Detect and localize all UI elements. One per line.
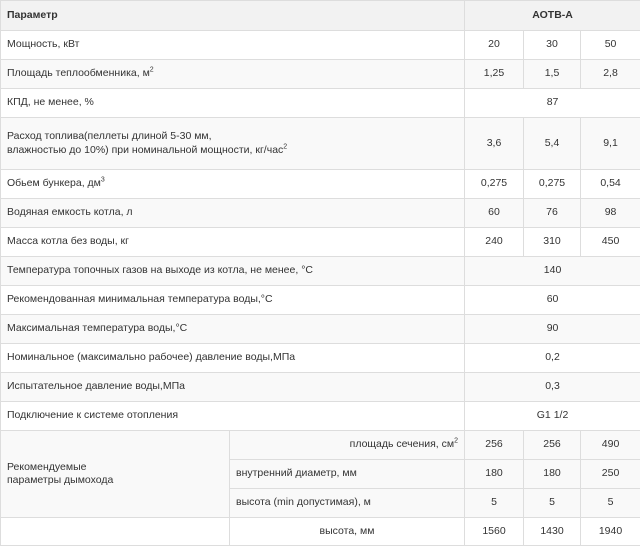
row-pressure — [1, 344, 640, 373]
chimney-height-empty — [1, 518, 230, 546]
chimney-diameter-value: 180 — [465, 460, 524, 489]
power-value: 50 — [581, 31, 640, 60]
chimney-height-min-value: 5 — [581, 489, 640, 518]
row-fuel — [1, 118, 640, 170]
row-connection — [1, 402, 640, 431]
power-label: Мощность, кВт — [1, 31, 465, 60]
min-water-temp-value: 60 — [465, 286, 640, 315]
chimney-diameter-label: внутренний диаметр, мм — [230, 460, 465, 489]
mass-value: 450 — [581, 228, 640, 257]
mass-label: Масса котла без воды, кг — [1, 228, 465, 257]
chimney-label: Рекомендуемые параметры дымохода — [1, 431, 230, 518]
water-capacity-value: 60 — [465, 199, 524, 228]
fuel-value: 5,4 — [524, 118, 581, 170]
max-water-temp-value: 90 — [465, 315, 640, 344]
water-capacity-label: Водяная емкость котла, л — [1, 199, 465, 228]
row-test-pressure — [1, 373, 640, 402]
row-flue-temp — [1, 257, 640, 286]
row-chimney-area — [1, 431, 640, 460]
min-water-temp-label: Рекомендованная минимальная температура воды,°С — [1, 286, 465, 315]
row-chimney-height — [1, 518, 640, 546]
chimney-area-value: 256 — [465, 431, 524, 460]
connection-label: Подключение к системе отопления — [1, 402, 465, 431]
chimney-height-min-value: 5 — [524, 489, 581, 518]
row-exchanger — [1, 60, 640, 89]
fuel-value: 3,6 — [465, 118, 524, 170]
row-mass — [1, 228, 640, 257]
max-water-temp-label: Максимальная температура воды,°С — [1, 315, 465, 344]
test-pressure-value: 0,3 — [465, 373, 640, 402]
exchanger-label: Площадь теплообменника, $м^2$ — [1, 60, 465, 89]
water-capacity-value: 76 — [524, 199, 581, 228]
mass-value: 240 — [465, 228, 524, 257]
row-efficiency — [1, 89, 640, 118]
bunker-label: Обьем бункера, $дм^3$ — [1, 170, 465, 199]
flue-temp-value: 140 — [465, 257, 640, 286]
chimney-diameter-value: 250 — [581, 460, 640, 489]
efficiency-label: КПД, не менее, % — [1, 89, 465, 118]
flue-temp-label: Температура топочных газов на выходе из котла, не менее, °С — [1, 257, 465, 286]
bunker-value: 0,54 — [581, 170, 640, 199]
chimney-height-min-value: 5 — [465, 489, 524, 518]
exchanger-value: 1,5 — [524, 60, 581, 89]
chimney-height-value: 1560 — [465, 518, 524, 546]
fuel-value: 9,1 — [581, 118, 640, 170]
chimney-height-label: высота, мм — [230, 518, 465, 546]
row-water-capacity — [1, 199, 640, 228]
pressure-label: Номинальное (максимально рабочее) давление воды,МПа — [1, 344, 465, 373]
chimney-height-value: 1940 — [581, 518, 640, 546]
param-header: Параметр — [1, 1, 465, 31]
row-min-water-temp — [1, 286, 640, 315]
chimney-area-value: 490 — [581, 431, 640, 460]
chimney-area-value: 256 — [524, 431, 581, 460]
efficiency-value: 87 — [465, 89, 640, 118]
bunker-value: 0,275 — [524, 170, 581, 199]
chimney-diameter-value: 180 — [524, 460, 581, 489]
chimney-area-label: площадь сечения, $см^2$ — [230, 431, 465, 460]
power-value: 20 — [465, 31, 524, 60]
row-power — [1, 31, 640, 60]
exchanger-value: 1,25 — [465, 60, 524, 89]
fuel-label: Расход топлива(пеллеты длиной 5-30 мм, влажностью до 10%) при номинальной мощности, кг/час$^2$ — [1, 118, 465, 170]
row-max-water-temp — [1, 315, 640, 344]
row-bunker — [1, 170, 640, 199]
mass-value: 310 — [524, 228, 581, 257]
bunker-value: 0,275 — [465, 170, 524, 199]
connection-value: G1 1/2 — [465, 402, 640, 431]
exchanger-value: 2,8 — [581, 60, 640, 89]
table-header-row — [1, 1, 640, 31]
water-capacity-value: 98 — [581, 199, 640, 228]
model-header: АОТВ-А — [465, 1, 640, 31]
test-pressure-label: Испытательное давление воды,МПа — [1, 373, 465, 402]
chimney-height-min-label: высота (min допустимая), м — [230, 489, 465, 518]
chimney-height-value: 1430 — [524, 518, 581, 546]
pressure-value: 0,2 — [465, 344, 640, 373]
power-value: 30 — [524, 31, 581, 60]
